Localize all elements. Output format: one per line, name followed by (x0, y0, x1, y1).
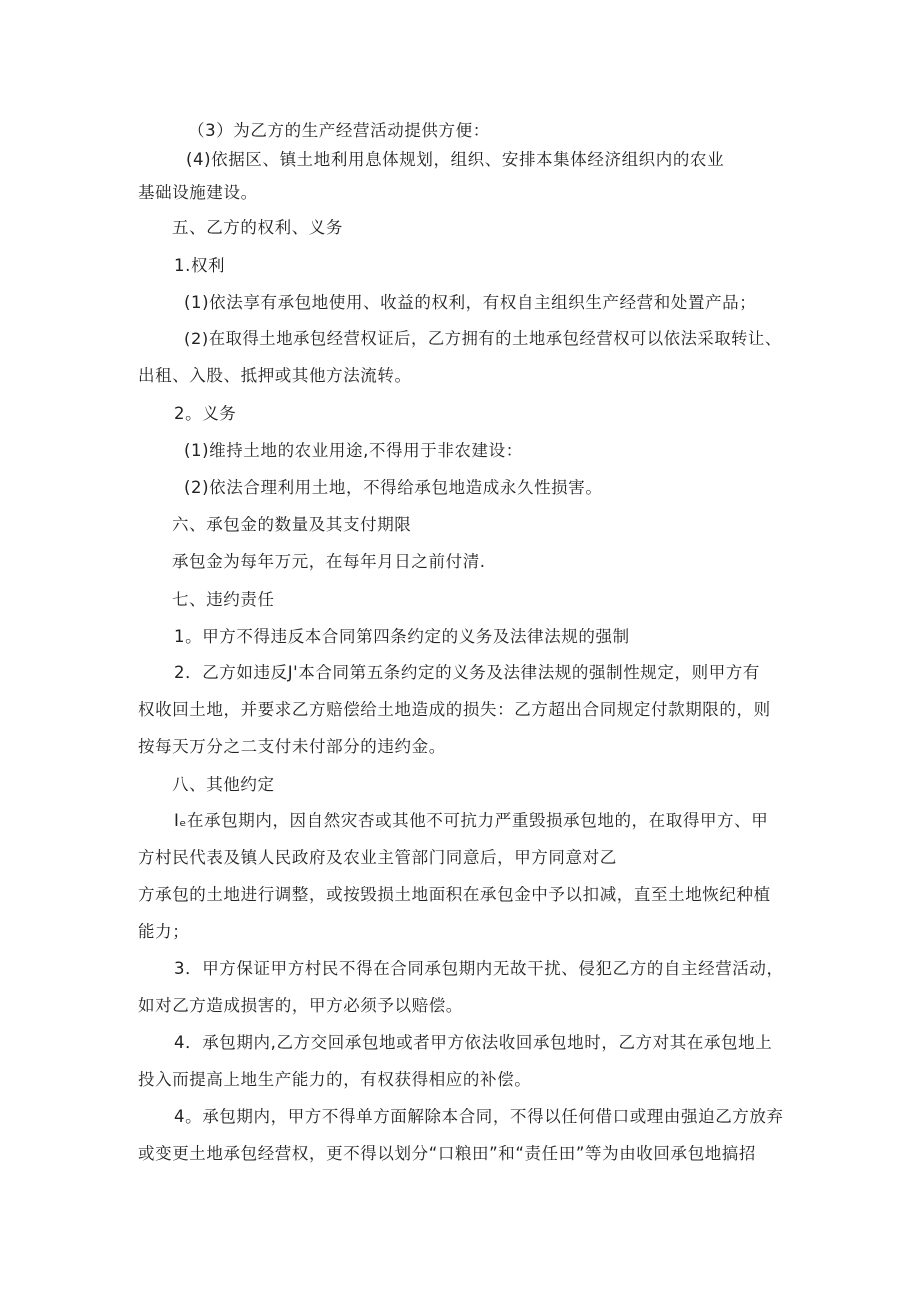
text-line: 方村民代表及镇人民政府及农业主管部门同意后，甲方同意对乙 (138, 848, 617, 867)
text-line: （3）为乙方的生产经营活动提供方便： (188, 121, 490, 140)
text-line: 出租、入股、抵押或其他方法流转。 (138, 366, 412, 385)
subsection-heading: 2。义务 (174, 404, 237, 423)
text-line: 2．乙方如违反J'本合同第五条约定的义务及法律法规的强制性规定，则甲方有 (174, 663, 760, 682)
text-line: 4。承包期内，甲方不得单方面解除本合同，不得以任何借口或理由强迫乙方放弃 (174, 1107, 784, 1126)
text-line: 如对乙方造成损害的，甲方必须予以赔偿。 (138, 996, 463, 1015)
text-line: 按每天万分之二支付未付部分的违约金。 (138, 737, 446, 756)
text-line: 3．甲方保证甲方村民不得在合同承包期内无故干扰、侵犯乙方的自主经营活动， (174, 959, 784, 978)
section-heading: 七、违约责任 (172, 590, 275, 609)
text-line: 权收回土地，并要求乙方赔偿给土地造成的损失：乙方超出合同规定付款期限的，则 (138, 700, 771, 719)
text-line: 或变更土地承包经营权，更不得以划分“口粮田”和“责任田”等为由收回承包地搞招 (138, 1144, 756, 1163)
section-heading: 六、承包金的数量及其支付期限 (172, 515, 412, 534)
text-line: 方承包的土地进行调整，或按毁损土地面积在承包金中予以扣减，直至土地恢纪种植 (138, 885, 771, 904)
text-line: 投入而提高上地生产能力的，有权获得相应的补偿。 (138, 1070, 532, 1089)
text-line: 1。甲方不得违反本合同第四条约定的义务及法律法规的强制 (174, 627, 630, 646)
text-line: (1)依法享有承包地使用、收益的权利，有权自主组织生产经营和处置产品； (184, 293, 757, 312)
section-heading: 八、其他约定 (172, 775, 275, 794)
text-line: (2)在取得土地承包经营权证后，乙方拥有的土地承包经营权可以依法采取转让、 (184, 329, 782, 348)
text-line: (2)依法合理利用土地，不得给承包地造成永久性损害。 (184, 478, 603, 497)
text-line: 4．承包期内,乙方交回承包地或者甲方依法收回承包地时，乙方对其在承包地上 (174, 1033, 773, 1052)
section-heading: 五、乙方的权利、义务 (172, 218, 343, 237)
text-line: (1)维持土地的农业用途,不得用于非农建设： (184, 441, 523, 460)
text-line: Iₑ在承包期内，因自然灾杏或其他不可抗力严重毁损承包地的，在取得甲方、甲 (174, 811, 769, 830)
text-line: (4)依据区、镇土地利用息体规划，组织、安排本集体经济组织内的农业 (186, 150, 725, 169)
text-line: 基础设施建设。 (138, 183, 258, 202)
text-line: 能力； (138, 922, 190, 941)
text-line: 承包金为每年万元，在每年月日之前付清. (172, 552, 486, 571)
subsection-heading: 1.权利 (174, 256, 226, 275)
